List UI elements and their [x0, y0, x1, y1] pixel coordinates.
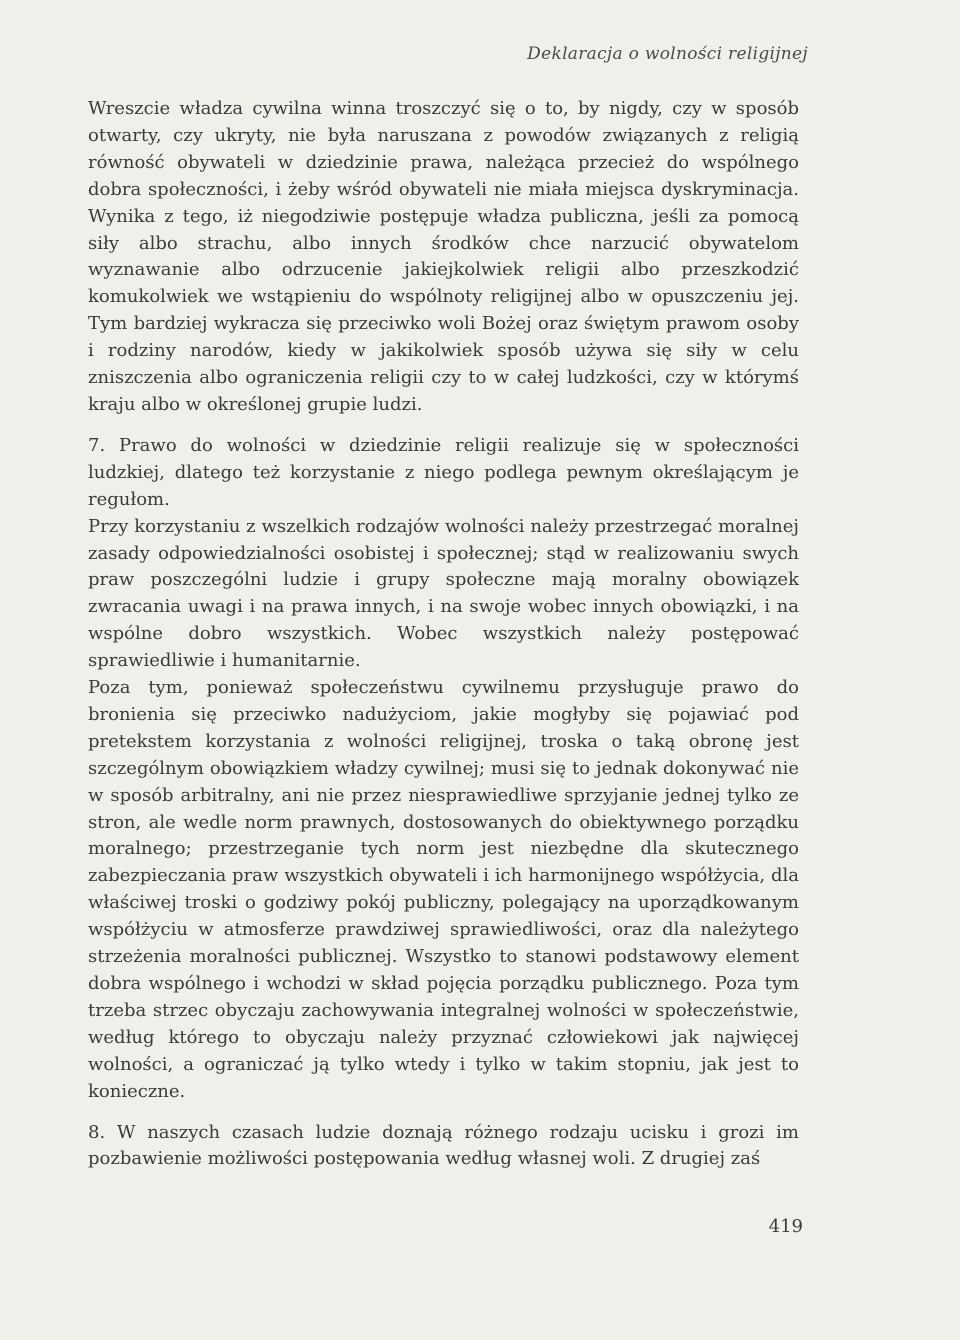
paragraph-section-8: 8. W naszych czasach ludzie doznają różnego rodzaju ucisku i grozi im pozbawienie możliwości postępowania według własnej woli. Z drugiej zaś: [88, 1121, 799, 1170]
paragraph-public-order: Poza tym, ponieważ społeczeństwu cywilnemu przysługuje prawo do bronienia się przeciwko nadużyciom, jakie mogłyby się pojawiać pod pretekstem korzystania z wolności religijnej, troska o taką obronę jest szczególnym obowiązkiem władzy cywilnej; musi się to jednak dokonywać nie w sposób arbitralny, ani nie przez niesprawiedliwe sprzyjanie jednej tylko ze stron, ale wedle norm prawnych, dostosowanych do obiektywnego porządku moralnego; przestrzeganie tych norm jest niezbędne dla skutecznego zabezpieczania praw wszystkich obywateli i ich harmonijnego współżycia, dla właściwej troski o godziwy pokój publiczny, polegający na uporządkowanym współżyciu w atmosferze prawdziwej sprawiedliwości, oraz dla należytego strzeżenia moralności publicznej. Wszystko to stanowi podstawowy element dobra wspólnego i wchodzi w skład pojęcia porządku publicznego. Poza tym trzeba strzec obyczaju zachowywania integralnej wolności w społeczeństwie, według którego to obyczaju należy przyznać człowiekowi jak najwięcej wolności, a ograniczać ją tylko wtedy i tylko w takim stopniu, jak jest to konieczne.: [88, 677, 799, 1102]
paragraph-moral-responsibility: Przy korzystaniu z wszelkich rodzajów wolności należy przestrzegać moralnej zasady odpowiedzialności osobistej i społecznej; stąd w realizowaniu swych praw poszczególni ludzie i grupy społeczne mają moralny obowiązek zwracania uwagi i na prawa innych, i na swoje wobec innych obowiązki, i na wspólne dobro wszystkich. Wobec wszystkich należy postępować sprawiedliwie i humanitarnie.: [88, 515, 799, 672]
paragraph-section-7: 7. Prawo do wolności w dziedzinie religii realizuje się w społeczności ludzkiej, dlatego też korzystanie z niego podlega pewnym określającym je regułom.: [88, 434, 799, 510]
running-header: Deklaracja o wolności religijnej: [527, 44, 808, 64]
paragraph-equality-of-citizens: Wreszcie władza cywilna winna troszczyć się o to, by nigdy, czy w sposób otwarty, czy ukryty, nie była naruszana z powodów związanych z religią równość obywateli w dziedzinie prawa, należąca przecież do wspólnego dobra społeczności, i żeby wśród obywateli nie miała miejsca dyskryminacja. Wynika z tego, iż niegodziwie postępuje władza publiczna, jeśli za pomocą siły albo strachu, albo innych środków chce narzucić obywatelom wyznawanie albo odrzucenie jakiejkolwiek religii albo przeszkodzić komukolwiek we wstąpieniu do wspólnoty religijnej albo w opuszczeniu jej. Tym bardziej wykracza się przeciwko woli Bożej oraz świętym prawom osoby i rodziny narodów, kiedy w jakikolwiek sposób używa się siły w celu zniszczenia albo ograniczenia religii czy to w całej ludzkości, czy w którymś kraju albo w określonej grupie ludzi.: [88, 98, 799, 415]
body-text: [88, 96, 799, 1173]
page-number: 419: [768, 1216, 803, 1237]
